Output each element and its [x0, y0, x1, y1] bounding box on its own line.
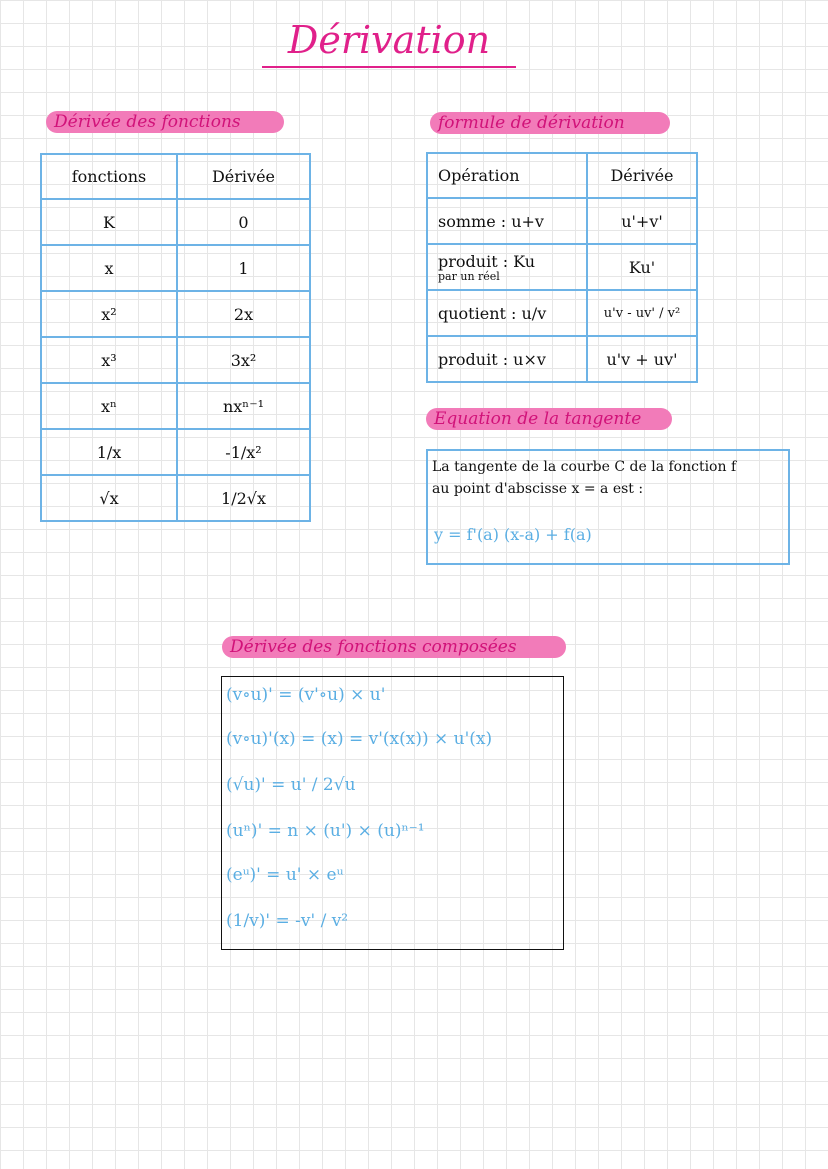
derivees-table: [40, 153, 311, 522]
table-cell: Ku': [587, 244, 697, 290]
table-cell: 2x: [177, 291, 310, 337]
table-cell: 1/x: [41, 429, 177, 475]
operation-label: somme : u+v: [438, 211, 544, 231]
formula-puissance: (uⁿ)' = n × (u') × (u)ⁿ⁻¹: [226, 821, 425, 841]
formula-composee: (v∘u)' = (v'∘u) × u': [226, 685, 386, 705]
formula-exponentielle: (eᵘ)' = u' × eᵘ: [226, 865, 344, 885]
table-cell: 1/2√x: [177, 475, 310, 521]
operation-label: produit : u×v: [438, 349, 546, 369]
table-cell: x²: [41, 291, 177, 337]
table-header: Opération: [427, 153, 587, 198]
table-cell: nxⁿ⁻¹: [177, 383, 310, 429]
tangente-line-1: La tangente de la courbe C de la fonction f: [432, 459, 737, 475]
tangente-line-2: au point d'abscisse x = a est :: [432, 481, 644, 497]
table-cell: x³: [41, 337, 177, 383]
tangente-formula: y = f'(a) (x-a) + f(a): [434, 525, 592, 544]
table-cell: √x: [41, 475, 177, 521]
table-cell: [427, 290, 587, 336]
table-cell: u'v + uv': [587, 336, 697, 382]
table-cell: 0: [177, 199, 310, 245]
tangente-box: [426, 449, 790, 565]
formula-composee-x: (v∘u)'(x) = (x) = v'(x(x)) × u'(x): [226, 729, 493, 749]
formule-heading: formule de dérivation: [430, 112, 670, 134]
table-header: fonctions: [41, 154, 177, 199]
page-title: Dérivation: [262, 18, 516, 68]
table-cell: [427, 244, 587, 290]
operation-note: par un réel: [438, 270, 500, 283]
derivees-fonctions-heading: Dérivée des fonctions: [46, 111, 284, 133]
composees-box: [221, 676, 564, 950]
table-cell: -1/x²: [177, 429, 310, 475]
table-header: Dérivée: [587, 153, 697, 198]
operation-label: produit : Ku: [438, 252, 536, 271]
table-cell: 3x²: [177, 337, 310, 383]
formule-table: [426, 152, 698, 383]
tangente-heading: Equation de la tangente: [426, 408, 672, 430]
table-cell: [427, 336, 587, 382]
composees-heading: Dérivée des fonctions composées: [222, 636, 566, 658]
operation-label: quotient : u/v: [438, 303, 547, 323]
table-cell: xⁿ: [41, 383, 177, 429]
table-cell: 1: [177, 245, 310, 291]
table-cell: K: [41, 199, 177, 245]
table-header: Dérivée: [177, 154, 310, 199]
table-cell: [427, 198, 587, 244]
table-cell: u'v - uv' / v²: [587, 290, 697, 336]
formula-inverse: (1/v)' = -v' / v²: [226, 911, 349, 931]
table-cell: x: [41, 245, 177, 291]
formula-racine: (√u)' = u' / 2√u: [226, 775, 356, 795]
table-cell: u'+v': [587, 198, 697, 244]
